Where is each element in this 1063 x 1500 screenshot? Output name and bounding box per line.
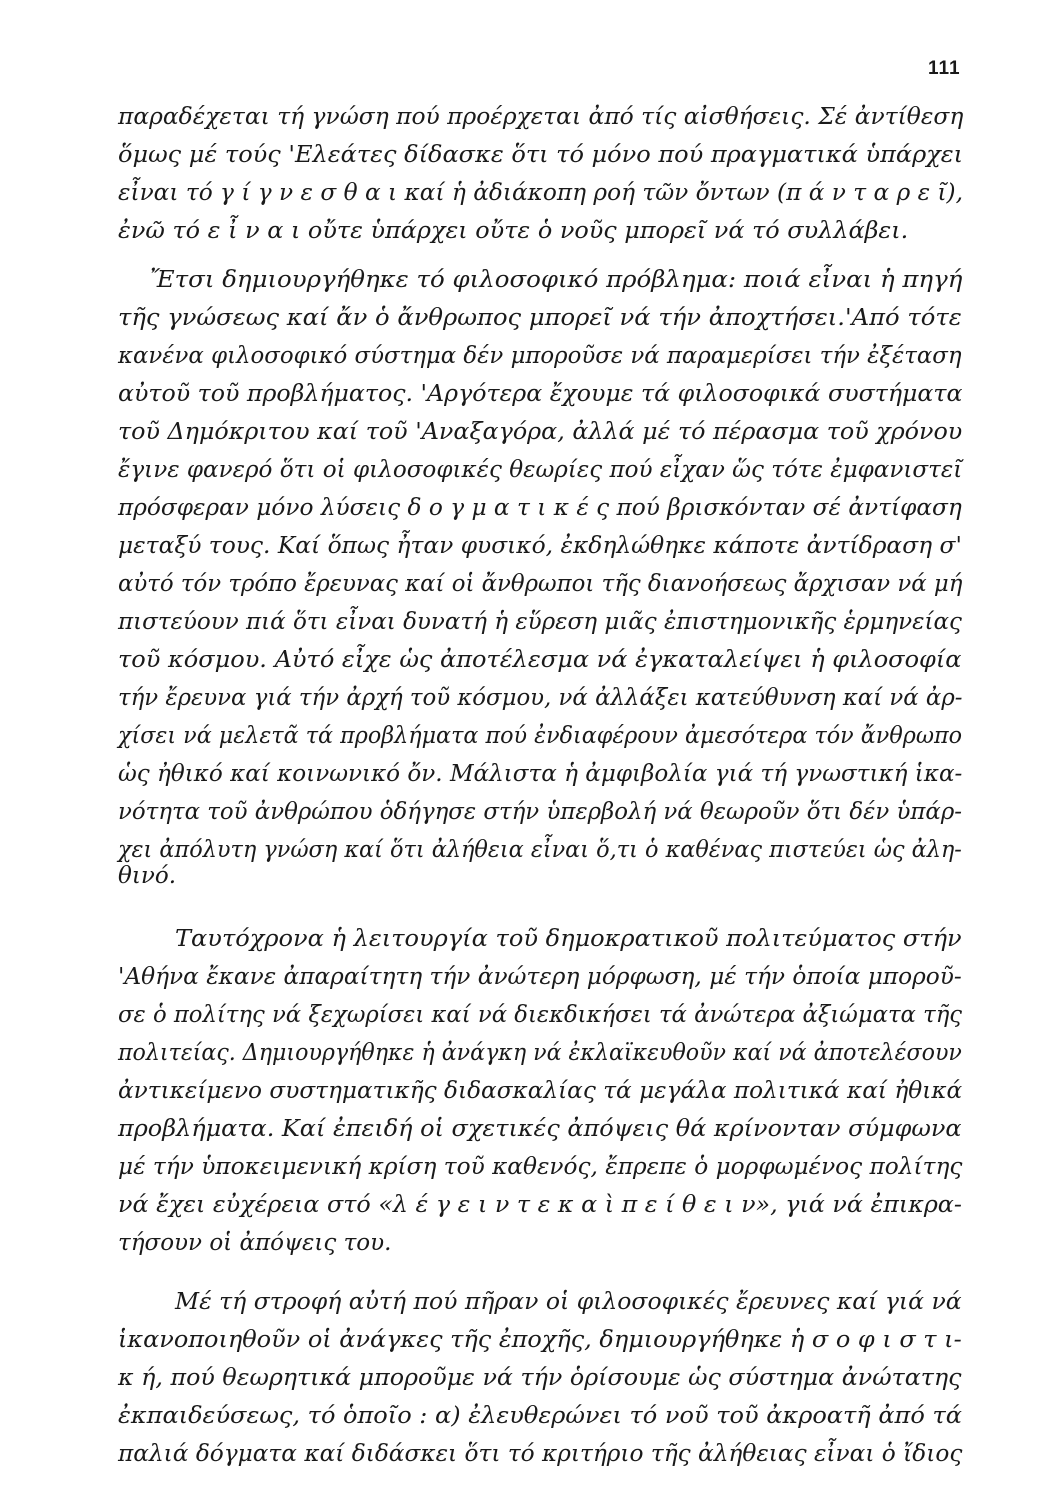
text-line: πολιτείας. Δημιουργήθηκε ἡ ἀνάγκη νά ἐκλαϊκευθοῦν καί νά ἀποτελέσουν (118, 1040, 962, 1066)
text-line: προβλήματα. Καί ἐπειδή οἱ σχετικές ἀπόψεις θά κρίνονταν σύμφωνα (118, 1116, 962, 1142)
text-line: τοῦ κόσμου. Αὐτό εἶχε ὡς ἀποτέλεσμα νά ἐγκαταλείψει ἡ φιλοσοφία (118, 647, 962, 673)
text-line: παραδέχεται τή γνώση πού προέρχεται ἀπό τίς αἰσθήσεις. Σέ ἀντίθεση (118, 104, 964, 130)
text-line: θινό. (118, 863, 177, 889)
text-line: ἐνῶ τό ε ἶ ν α ι οὔτε ὑπάρχει οὔτε ὁ νοῦς μπορεῖ νά τό συλλάβει. (118, 218, 909, 244)
text-line: εἶναι τό γ ί γ ν ε σ θ α ι καί ἡ ἀδιάκοπη ροή τῶν ὄντων (π ά ν τ α ρ ε ῖ), (118, 180, 963, 206)
text-line: πρόσφεραν μόνο λύσεις δ ο γ μ α τ ι κ έ ς πού βρισκόνταν σέ ἀντίφαση (118, 495, 962, 521)
text-line: Μέ τή στροφή αὐτή πού πῆραν οἱ φιλοσοφικές ἔρευνες καί γιά νά (175, 1289, 962, 1315)
text-line: τήσουν οἱ ἀπόψεις του. (118, 1230, 392, 1256)
text-line: ἀντικείμενο συστηματικῆς διδασκαλίας τά μεγάλα πολιτικά καί ἠθικά (118, 1078, 963, 1104)
text-line: τήν ἔρευνα γιά τήν ἀρχή τοῦ κόσμου, νά ἀλλάξει κατεύθυνση καί νά ἀρ- (118, 685, 963, 711)
text-line: τοῦ Δημόκριτου καί τοῦ 'Αναξαγόρα, ἀλλά μέ τό πέρασμα τοῦ χρόνου (118, 419, 963, 445)
text-line: αὐτό τόν τρόπο ἔρευνας καί οἱ ἄνθρωποι τῆς διανοήσεως ἄρχισαν νά μή (118, 571, 963, 597)
text-line: χει ἀπόλυτη γνώση καί ὅτι ἀλήθεια εἶναι ὅ,τι ὁ καθένας πιστεύει ὡς ἀλη- (118, 837, 962, 863)
text-line: Ἔτσι δημιουργήθηκε τό φιλοσοφικό πρόβλημα: ποιά εἶναι ἡ πηγή (150, 267, 963, 293)
text-line: τῆς γνώσεως καί ἄν ὁ ἄνθρωπος μπορεῖ νά τήν ἀποχτήσει.'Από τότε (118, 305, 962, 331)
text-line: σε ὁ πολίτης νά ξεχωρίσει καί νά διεκδικήσει τά ἀνώτερα ἀξιώματα τῆς (118, 1002, 963, 1028)
text-line: πιστεύουν πιά ὅτι εἶναι δυνατή ἡ εὕρεση μιᾶς ἐπιστημονικῆς ἑρμηνείας (118, 609, 962, 635)
text-line: μέ τήν ὑποκειμενική κρίση τοῦ καθενός, ἔπρεπε ὁ μορφωμένος πολίτης (118, 1154, 963, 1180)
text-line: ὡς ἠθικό καί κοινωνικό ὄν. Μάλιστα ἡ ἀμφιβολία γιά τή γνωστική ἱκα- (118, 761, 963, 787)
text-line: νά ἔχει εὐχέρεια στό «λ έ γ ε ι ν τ ε κ α ὶ π ε ί θ ε ι ν», γιά νά ἐπικρα- (118, 1192, 962, 1218)
text-line: ἔγινε φανερό ὅτι οἱ φιλοσοφικές θεωρίες πού εἶχαν ὥς τότε ἐμφανιστεῖ (118, 457, 963, 483)
text-line: μεταξύ τους. Καί ὅπως ἦταν φυσικό, ἐκδηλώθηκε κάποτε ἀντίδραση σ' (118, 533, 962, 559)
text-line: παλιά δόγματα καί διδάσκει ὅτι τό κριτήριο τῆς ἀλήθειας εἶναι ὁ ἴδιος (118, 1441, 963, 1467)
text-line: 'Αθήνα ἔκανε ἀπαραίτητη τήν ἀνώτερη μόρφωση, μέ τήν ὁποία μποροῦ- (118, 964, 962, 990)
text-line: αὐτοῦ τοῦ προβλήματος. 'Αργότερα ἔχουμε τά φιλοσοφικά συστήματα (118, 381, 963, 407)
text-line: κ ή, πού θεωρητικά μποροῦμε νά τήν ὁρίσουμε ὡς σύστημα ἀνώτατης (118, 1365, 962, 1391)
text-line: ἐκπαιδεύσεως, τό ὁποῖο : α) ἐλευθερώνει τό νοῦ τοῦ ἀκροατῆ ἀπό τά (118, 1403, 962, 1429)
text-line: ὅμως μέ τούς 'Ελεάτες δίδασκε ὅτι τό μόνο πού πραγματικά ὑπάρχει (118, 142, 964, 168)
text-line: κανένα φιλοσοφικό σύστημα δέν μποροῦσε νά παραμερίσει τήν ἐξέταση (118, 343, 962, 369)
text-line: Ταυτόχρονα ἡ λειτουργία τοῦ δημοκρατικοῦ πολιτεύματος στήν (175, 926, 962, 952)
text-line: νότητα τοῦ ἀνθρώπου ὁδήγησε στήν ὑπερβολή νά θεωροῦν ὅτι δέν ὑπάρ- (118, 799, 962, 825)
text-line: ἱκανοποιηθοῦν οἱ ἀνάγκες τῆς ἐποχῆς, δημιουργήθηκε ἡ σ ο φ ι σ τ ι- (118, 1327, 962, 1353)
text-line: χίσει νά μελετᾶ τά προβλήματα πού ἐνδιαφέρουν ἀμεσότερα τόν ἄνθρωπο (118, 723, 963, 749)
page-number: 111 (928, 58, 961, 79)
